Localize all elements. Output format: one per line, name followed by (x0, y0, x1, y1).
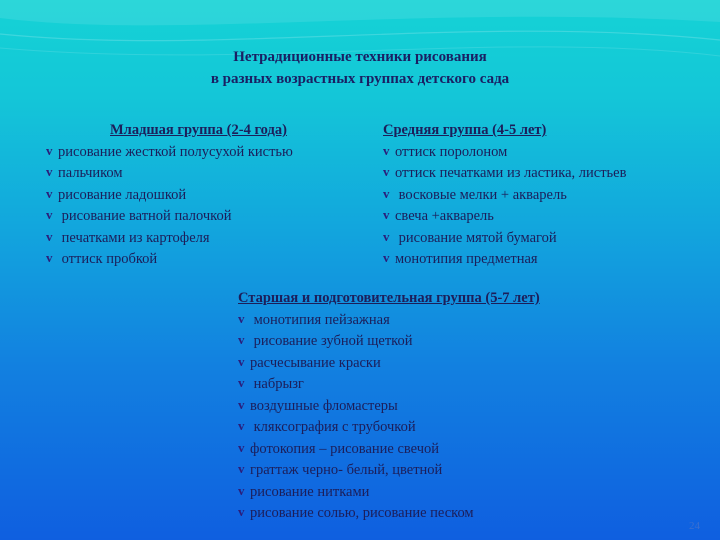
list-item: v рисование зубной щеткой (238, 332, 413, 349)
list-item: v рисование ладошкой (46, 185, 187, 203)
list-item: v восковые мелки + акварель (383, 185, 567, 203)
checkmark-v-icon: v (238, 504, 245, 519)
list-item: v рисование мятой бумагой (383, 228, 557, 246)
slide-title (0, 46, 720, 90)
list-item: v рисование ватной палочкой (46, 207, 232, 224)
checkmark-v-icon: v (383, 250, 390, 265)
middle-group-column (383, 120, 626, 271)
list-item: v монотипия предметная (383, 250, 538, 267)
list-item: v оттиск пробкой (46, 250, 158, 267)
checkmark-v-icon: v (46, 164, 53, 179)
checkmark-v-icon: v (238, 375, 245, 390)
checkmark-v-icon: v (46, 250, 53, 265)
checkmark-v-icon: v (238, 418, 245, 433)
checkmark-v-icon: v (238, 396, 245, 412)
list-item: v рисование нитками (238, 482, 370, 500)
checkmark-v-icon: v (46, 142, 53, 158)
checkmark-v-icon: v (383, 185, 390, 201)
title-line-1: Нетрадиционные техники рисования (233, 49, 487, 65)
list-item: v монотипия пейзажная (238, 310, 390, 328)
list-item: v граттаж черно- белый, цветной (238, 461, 443, 478)
checkmark-v-icon: v (383, 142, 390, 158)
list-item: v расчесывание краски (238, 353, 381, 371)
checkmark-v-icon: v (238, 439, 245, 455)
senior-group-heading: Старшая и подготовительная группа (5-7 лет) (238, 290, 540, 306)
checkmark-v-icon: v (238, 461, 245, 476)
list-item: v печатками из картофеля (46, 228, 210, 246)
junior-group-heading: Младшая группа (2-4 года) (110, 122, 287, 138)
list-item: v рисование жесткой полусухой кистью (46, 142, 293, 160)
checkmark-v-icon: v (238, 310, 245, 326)
list-item: v рисование солью, рисование песком (238, 504, 474, 521)
checkmark-v-icon: v (238, 332, 245, 347)
list-item: v пальчиком (46, 164, 123, 181)
checkmark-v-icon: v (46, 228, 53, 244)
list-item: v оттиск поролоном (383, 142, 508, 160)
checkmark-v-icon: v (383, 207, 390, 222)
list-item: v оттиск печатками из ластика, листьев (383, 164, 627, 181)
list-item: v набрызг (238, 375, 304, 392)
checkmark-v-icon: v (383, 164, 390, 179)
list-item: v свеча +акварель (383, 207, 494, 224)
checkmark-v-icon: v (238, 482, 245, 498)
middle-group-heading: Средняя группа (4-5 лет) (383, 122, 547, 138)
checkmark-v-icon: v (46, 185, 53, 201)
page-number: 24 (689, 520, 700, 532)
checkmark-v-icon: v (383, 228, 390, 244)
list-item: v воздушные фломастеры (238, 396, 398, 414)
list-item: v фотокопия – рисование свечой (238, 439, 440, 457)
list-item: v кляксография с трубочкой (238, 418, 416, 435)
senior-group-column (238, 288, 540, 525)
title-line-2: в разных возрастных группах детского сада (210, 71, 510, 87)
junior-group-column (46, 120, 293, 271)
checkmark-v-icon: v (46, 207, 53, 222)
checkmark-v-icon: v (238, 353, 245, 369)
